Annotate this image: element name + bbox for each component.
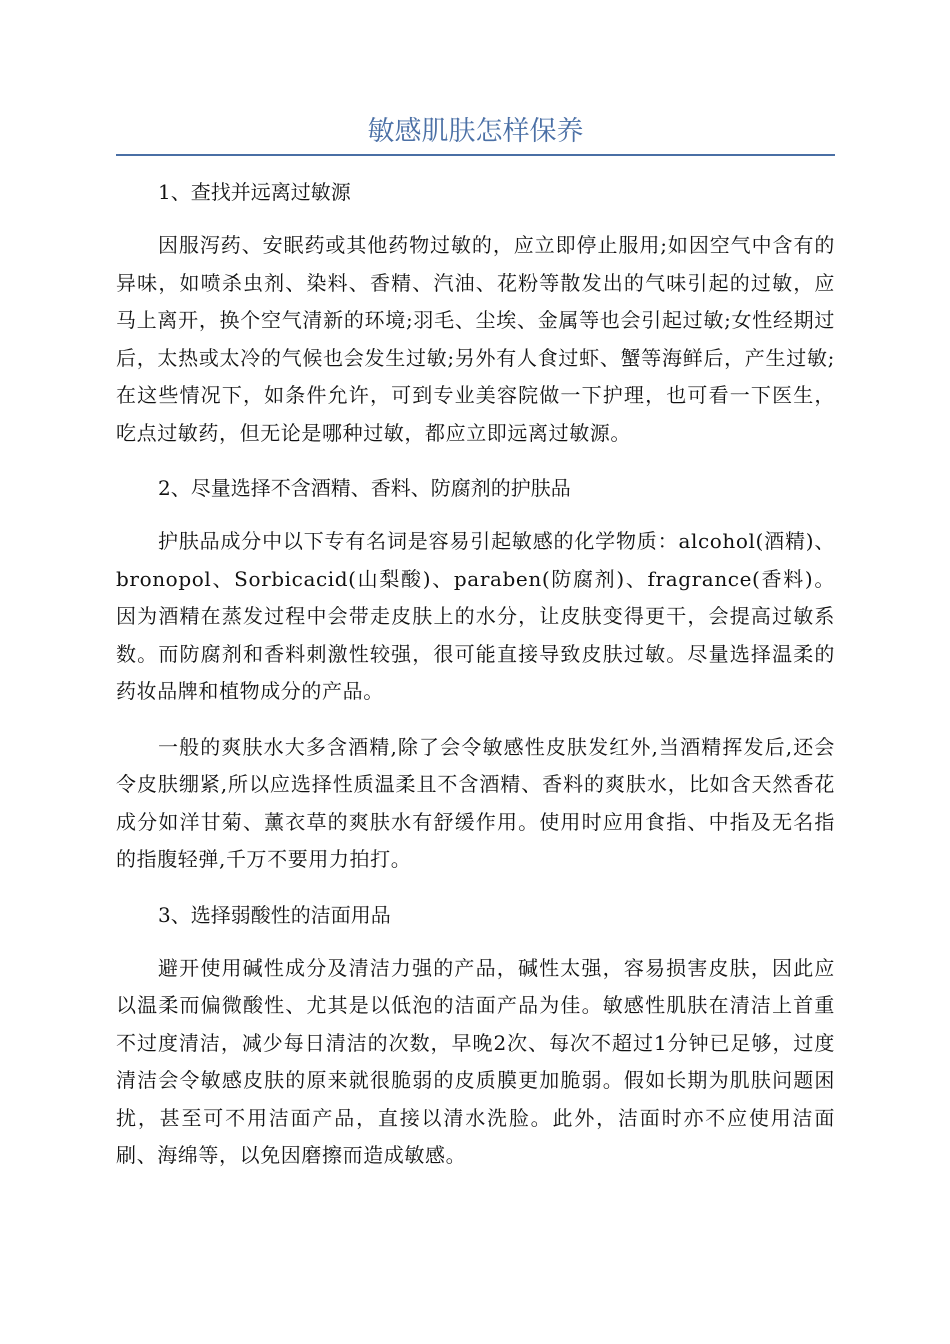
section-1-paragraph-1: 因服泻药、安眠药或其他药物过敏的，应立即停止服用;如因空气中含有的异味，如喷杀虫剂、染料、香精、汽油、花粉等散发出的气味引起的过敏，应马上离开，换个空气清新的环境;羽毛、尘埃、金属等也会引起过敏;女性经期过后，太热或太冷的气候也会发生过敏;另外有人食过虾、蟹等海鲜后，产生过敏;在这些情况下，如条件允许，可到专业美容院做一下护理，也可看一下医生，吃点过敏药，但无论是哪种过敏，都应立即远离过敏源。 <box>116 233 835 445</box>
document-body <box>116 174 835 1175</box>
section-heading-3: 3、选择弱酸性的洁面用品 <box>158 902 391 927</box>
section-heading-2: 2、尽量选择不含酒精、香料、防腐剂的护肤品 <box>158 476 571 500</box>
section-heading-1: 1、查找并远离过敏源 <box>158 180 351 204</box>
section-3-paragraph-1: 避开使用碱性成分及清洁力强的产品，碱性太强，容易损害皮肤，因此应以温柔而偏微酸性、尤其是以低泡的洁面产品为佳。敏感性肌肤在清洁上首重不过度清洁，减少每日清洁的次数，早晚2次、每次不超过1分钟已足够，过度清洁会令敏感皮肤的原来就很脆弱的皮质膜更加脆弱。假如长期为肌肤问题困扰，甚至可不用洁面产品，直接以清水洗脸。此外，洁面时亦不应使用洁面刷、海绵等，以免因磨擦而造成敏感。 <box>116 955 835 1167</box>
title-underline <box>116 154 835 156</box>
section-2-paragraph-2: 一般的爽肤水大多含酒精,除了会令敏感性皮肤发红外,当酒精挥发后,还会令皮肤绷紧,所以应选择性质温柔且不含酒精、香料的爽肤水，比如含天然香花成分如洋甘菊、薰衣草的爽肤水有舒缓作用。使用时应用食指、中指及无名指的指腹轻弹,千万不要用力拍打。 <box>116 734 835 871</box>
document-title: 敏感肌肤怎样保养 <box>367 116 584 147</box>
section-2-paragraph-1: 护肤品成分中以下专有名词是容易引起敏感的化学物质：alcohol(酒精)、bronopol、Sorbicacid(山梨酸)、paraben(防腐剂)、fragrance(香料)。因为酒精在蒸发过程中会带走皮肤上的水分，让皮肤变得更干，会提高过敏系数。而防腐剂和香料刺激性较强，很可能直接导致皮肤过敏。尽量选择温柔的药妆品牌和植物成分的产品。 <box>116 529 835 703</box>
